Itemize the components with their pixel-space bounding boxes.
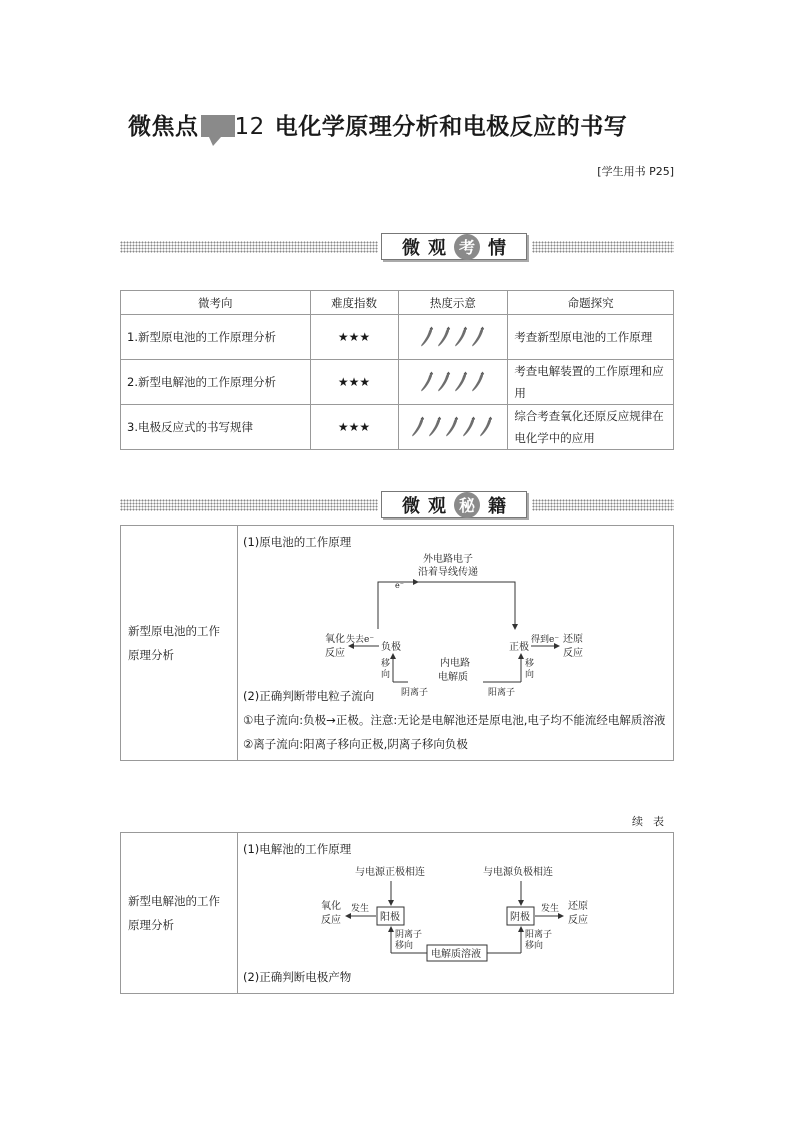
diagram-text: 反应 xyxy=(321,915,341,926)
diagram-text: 阳离子 xyxy=(488,688,516,698)
chili-pepper-icon xyxy=(428,416,443,438)
book-reference: [学生用书 P25] xyxy=(597,165,674,178)
table-row xyxy=(121,315,674,360)
diagram-text: 与电源正极相连 xyxy=(355,867,425,878)
diagram-text: 向 xyxy=(381,670,391,680)
topic-cell: 2.新型电解池的工作原理分析 xyxy=(121,360,311,405)
dot-pattern-left xyxy=(120,499,378,511)
heading-char: 籍 xyxy=(488,495,506,517)
heading-char: 观 xyxy=(428,237,446,259)
section-heading xyxy=(381,233,527,260)
diagram-text: 还原 xyxy=(563,634,583,645)
table-row xyxy=(121,405,674,450)
chili-pepper-icon xyxy=(411,416,426,438)
diagram-text: 反应 xyxy=(563,648,583,659)
topic-cell: 1.新型原电池的工作原理分析 xyxy=(121,315,311,360)
title-number: 12 xyxy=(234,114,265,140)
chili-pepper-icon xyxy=(420,326,435,348)
title-text: 电化学原理分析和电极反应的书写 xyxy=(274,114,628,140)
diagram-text: 与电源负极相连 xyxy=(483,867,553,878)
chili-pepper-icon xyxy=(471,326,486,348)
diagram-text: 移 xyxy=(381,659,391,669)
chili-pepper-icon xyxy=(471,371,486,393)
section-heading xyxy=(381,491,527,518)
chili-pepper-icon xyxy=(445,416,460,438)
row-label: 新型原电池的工作原理分析 xyxy=(121,526,238,761)
diagram-text: 电解质 xyxy=(438,672,468,683)
chili-pepper-icons xyxy=(398,360,508,405)
column-header: 命题探究 xyxy=(508,291,674,315)
diagram-text: 反应 xyxy=(568,915,588,926)
diagram-text: 还原 xyxy=(568,901,588,912)
subheading: (2)正确判断带电粒子流向 xyxy=(243,689,375,703)
difficulty-stars: ★★★ xyxy=(310,315,398,360)
diagram-text: 失去e⁻ xyxy=(346,635,375,645)
row-content xyxy=(238,526,674,761)
dot-pattern-left xyxy=(120,241,378,253)
table-row xyxy=(121,833,674,994)
description-cell: 考查新型原电池的工作原理 xyxy=(508,315,674,360)
electrolyte-label: 电解质溶液 xyxy=(431,949,481,960)
section-band-kaoqing xyxy=(120,233,674,259)
dot-pattern-right xyxy=(532,241,674,253)
diagram-text: 向 xyxy=(525,670,535,680)
column-header: 难度指数 xyxy=(310,291,398,315)
diagram-text: 内电路 xyxy=(440,658,470,669)
speech-bubble-icon xyxy=(201,115,235,137)
subheading: (2)正确判断电极产物 xyxy=(243,970,352,984)
diagram-text: 外电路电子 xyxy=(423,554,473,565)
heading-char: 微 xyxy=(402,495,420,517)
heading-char-circled: 考 xyxy=(454,234,480,260)
diagram-text: 移向 xyxy=(525,941,544,951)
positive-electrode: 正极 xyxy=(509,642,529,653)
chili-pepper-icon xyxy=(454,326,469,348)
anode-label: 阳极 xyxy=(380,912,400,923)
difficulty-stars: ★★★ xyxy=(310,360,398,405)
diagram-text: 发生 xyxy=(351,904,370,914)
heading-char: 观 xyxy=(428,495,446,517)
paragraph: ②离子流向:阳离子移向正极,阴离子移向负极 xyxy=(243,737,468,751)
page-title xyxy=(128,108,627,141)
diagram-text: 得到e⁻ xyxy=(531,635,560,645)
chili-pepper-icon xyxy=(437,371,452,393)
subheading: (1)电解池的工作原理 xyxy=(243,842,352,856)
table-row xyxy=(121,526,674,761)
description-cell: 综合考查氧化还原反应规律在电化学中的应用 xyxy=(508,405,674,450)
column-header: 微考向 xyxy=(121,291,311,315)
heading-char: 微 xyxy=(402,237,420,259)
diagram-text: 发生 xyxy=(541,904,560,914)
chili-pepper-icon xyxy=(479,416,494,438)
cathode-label: 阴极 xyxy=(510,912,530,923)
electron-symbol: e⁻ xyxy=(395,581,404,590)
dot-pattern-right xyxy=(532,499,674,511)
electrolytic-cell-table xyxy=(120,832,674,994)
row-label: 新型电解池的工作原理分析 xyxy=(121,833,238,994)
chili-pepper-icons xyxy=(398,315,508,360)
chili-pepper-icon xyxy=(454,371,469,393)
row-content xyxy=(238,833,674,994)
diagram-text: 氧化 xyxy=(321,901,341,912)
table-header-row xyxy=(121,291,674,315)
exam-trend-table xyxy=(120,290,674,450)
diagram-text: 阳离子 xyxy=(525,930,553,940)
chili-pepper-icons xyxy=(398,405,508,450)
column-header: 热度示意 xyxy=(398,291,508,315)
heading-char-circled: 秘 xyxy=(454,492,480,518)
diagram-text: 反应 xyxy=(325,648,345,659)
negative-electrode: 负极 xyxy=(381,642,401,653)
chili-pepper-icon xyxy=(437,326,452,348)
diagram-text: 移 xyxy=(525,659,535,669)
table-row xyxy=(121,360,674,405)
continued-label: 续表 xyxy=(632,815,674,828)
diagram-text: 阴离子 xyxy=(401,688,429,698)
topic-cell: 3.电极反应式的书写规律 xyxy=(121,405,311,450)
diagram-text: 移向 xyxy=(395,941,414,951)
chili-pepper-icon xyxy=(420,371,435,393)
diagram-text: 沿着导线传递 xyxy=(418,567,478,578)
section-band-miji xyxy=(120,491,674,517)
paragraph: ①电子流向:负极→正极。注意:无论是电解池还是原电池,电子均不能流经电解质溶液 xyxy=(243,713,666,727)
diagram-text: 阴离子 xyxy=(395,930,423,940)
chili-pepper-icon xyxy=(462,416,477,438)
difficulty-stars: ★★★ xyxy=(310,405,398,450)
heading-char: 情 xyxy=(488,237,506,259)
galvanic-cell-table xyxy=(120,525,674,761)
diagram-text: 氧化 xyxy=(325,634,345,645)
electrolytic-cell-diagram xyxy=(243,861,668,965)
title-prefix: 微焦点 xyxy=(128,114,199,140)
description-cell: 考查电解装置的工作原理和应用 xyxy=(508,360,674,405)
subheading: (1)原电池的工作原理 xyxy=(243,535,352,549)
